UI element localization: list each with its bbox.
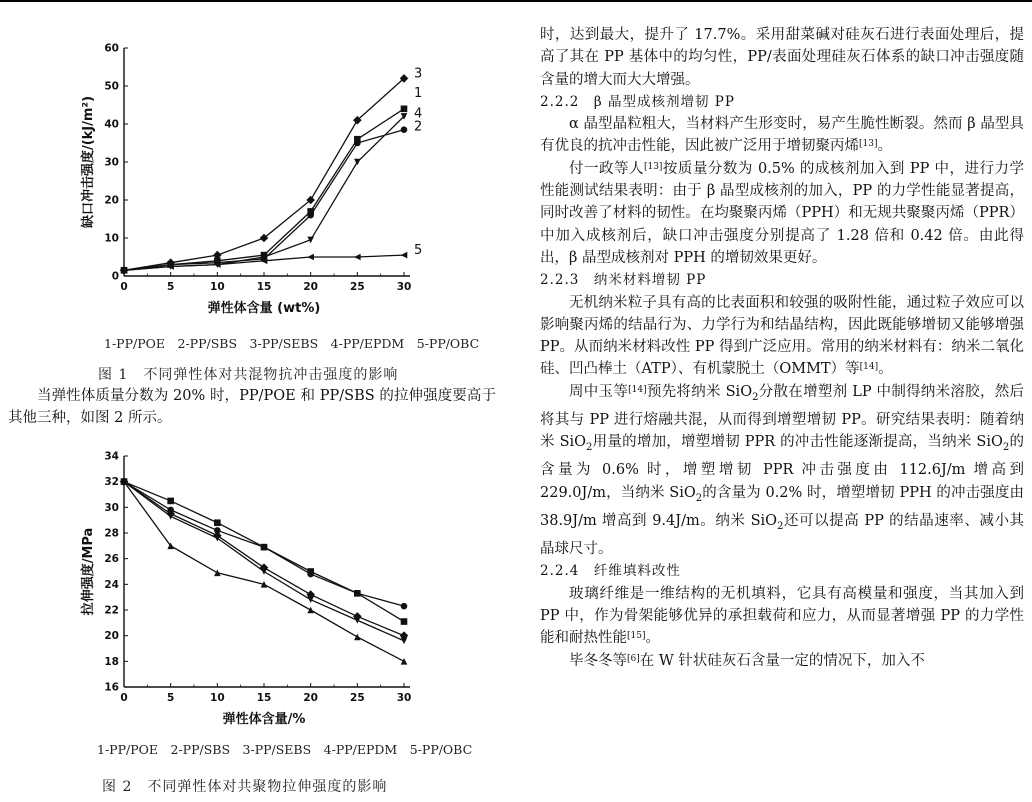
x-tick-label: 0: [120, 281, 128, 293]
y-tick-label: 34: [104, 450, 119, 463]
x-tick-label: 20: [303, 281, 318, 293]
x-tick-label: 10: [210, 281, 225, 293]
y-tick-label: 28: [104, 527, 119, 540]
y-tick-label: 16: [104, 681, 119, 694]
series-1: [121, 86, 423, 274]
section-2-2-2-heading: 2.2.2 β 晶型成核剂增韧 PP: [540, 93, 735, 110]
x-tick-label: 15: [256, 281, 272, 293]
y-axis-label: 拉伸强度/MPa: [81, 527, 96, 616]
series-line: [124, 482, 404, 641]
data-point: [401, 638, 408, 645]
figure-2: [80, 444, 480, 738]
y-tick-label: 20: [104, 630, 119, 643]
paragraph-continued: 时，达到最大，提升了 17.7%。采用甜菜碱对硅灰石进行表面处理后，提高了其在 PP 基体中的均匀性，PP/表面处理硅灰石体系的缺口冲击强度随含量的增大而大大增强。: [540, 27, 1024, 88]
data-point: [401, 252, 408, 259]
data-point: [167, 498, 174, 505]
series-label: 1: [414, 85, 423, 101]
x-axis-label: 弹性体含量 (wt%): [207, 301, 321, 316]
series-label: 5: [414, 243, 423, 259]
data-point: [401, 106, 408, 113]
paragraph-glass-fiber: 玻璃纤维是一维结构的无机填料，它具有高模量和强度，当其加入到 PP 中，作为骨架能够优异的承担载荷和应力，从而显著增强 PP 的力学性能和耐热性能[15]。: [540, 585, 1024, 647]
data-point: [261, 544, 268, 551]
data-point: [307, 254, 314, 261]
y-tick-label: 26: [104, 553, 119, 566]
y-tick-label: 18: [104, 655, 119, 668]
citation: [13]: [859, 139, 878, 150]
data-point: [354, 634, 361, 641]
data-point: [261, 568, 268, 575]
y-tick-label: 30: [104, 156, 119, 169]
data-point: [354, 159, 361, 166]
citation: [15]: [627, 631, 646, 642]
x-tick-label: 30: [396, 281, 412, 293]
x-tick-label: 25: [350, 281, 365, 293]
y-tick-label: 22: [104, 604, 119, 617]
data-point: [401, 603, 408, 610]
series-line: [124, 482, 404, 622]
figure-2-legend: 1-PP/POE 2-PP/SBS 3-PP/SEBS 4-PP/EPDM 5-PP/OBC: [97, 742, 473, 757]
data-point: [354, 590, 361, 597]
data-point: [354, 254, 361, 261]
citation: [14]: [628, 384, 647, 395]
x-tick-label: 30: [396, 692, 412, 704]
series-3: [120, 477, 409, 640]
x-tick-label: 0: [120, 692, 128, 704]
x-tick-label: 5: [167, 281, 175, 293]
citation: [13]: [643, 161, 663, 172]
paragraph-fu-yizheng: 付一政等人[13]按质量分数为 0.5% 的成核剂加入到 PP 中，进行力学性能测试结果表明：由于 β 晶型成核剂的加入，PP 的力学性能显著提高，同时改善了材料的韧性。在均聚聚丙烯（PPH）和无规共聚聚丙烯（PPR）中加入成核剂后，缺口冲击强度分别提高了 1.28 倍和 0.42 倍。由此得出，β 晶型成核剂对 PPH 的增韧效果更好。: [540, 160, 1024, 266]
tensile-strength-chart: [80, 444, 480, 734]
paragraph-nano-particles: 无机纳米粒子具有高的比表面积和较强的吸附性能，通过粒子效应可以影响聚丙烯的结晶行为、力学行为和结晶结构，因此既能够增韧又能够增强 PP。从而纳米材料改性 PP 得到广泛应用。常用的纳米材料有：纳米二氧化硅、凹凸棒土（ATP）、有机蒙脱土（OMMT）等[14]。: [540, 294, 1024, 378]
x-tick-label: 25: [350, 692, 365, 704]
data-point: [307, 212, 314, 219]
series-label: 2: [414, 119, 423, 135]
data-point: [401, 618, 408, 625]
data-point: [307, 607, 314, 614]
y-tick-label: 50: [104, 80, 119, 93]
series-line: [124, 109, 404, 270]
data-point: [307, 571, 314, 578]
figure-1: [80, 28, 480, 332]
series-label: 3: [414, 66, 423, 82]
y-tick-label: 0: [111, 270, 119, 283]
section-2-2-3-heading: 2.2.3 纳米材料增韧 PP: [540, 272, 707, 289]
series-1: [121, 478, 408, 624]
data-point: [307, 596, 314, 603]
data-point: [401, 126, 408, 133]
figure-2-caption: 图 2 不同弹性体对共聚物拉伸强度的影响: [102, 779, 388, 795]
figure-1-caption: 图 1 不同弹性体对共混物抗冲击强度的影响: [98, 367, 399, 383]
data-point: [307, 237, 314, 244]
citation: [14]: [859, 362, 879, 373]
y-tick-label: 20: [104, 194, 119, 207]
series-line: [124, 116, 404, 270]
section-2-2-4-heading: 2.2.4 纤维填料改性: [540, 563, 681, 580]
x-axis-label: 弹性体含量/%: [222, 712, 306, 727]
left-paragraph: [8, 385, 496, 429]
x-tick-label: 15: [256, 692, 272, 704]
y-tick-label: 40: [104, 118, 119, 131]
impact-strength-chart: [80, 28, 480, 328]
y-tick-label: 60: [104, 42, 119, 55]
x-tick-label: 20: [303, 692, 318, 704]
series-line: [124, 482, 404, 636]
paragraph-bi-dongdong: 毕冬冬等[6]在 W 针状硅灰石含量一定的情况下，加入不: [569, 652, 925, 669]
citation: [6]: [627, 653, 640, 664]
y-tick-label: 10: [104, 232, 119, 245]
y-tick-label: 32: [104, 476, 119, 489]
data-point: [167, 513, 174, 520]
left-paragraph-text: 当弹性体质量分数为 20% 时，PP/POE 和 PP/SBS 的拉伸强度要高于其他三种，如图 2 所示。: [8, 388, 496, 426]
data-point: [401, 658, 408, 665]
data-point: [354, 617, 361, 624]
series-3: [120, 66, 423, 274]
x-tick-label: 5: [167, 692, 175, 704]
paragraph-zhou-zhongyu: 周中玉等[14]预先将纳米 SiO$_2$分散在增塑剂 LP 中制得纳米溶胶，然后将其与 PP 进行熔融共混，从而得到增塑增韧 PP。研究结果表明：随着纳米 SiO$_2$用量的增加，增塑增韧 PPR 的冲击性能逐渐提高，当纳米 SiO$_2$的含量为 0.6% 时，增塑增韧 PPR 冲击强度由 112.6J/m 增高到 229.0J/m，当纳米 SiO$_2$的含量为 0.2% 时，增塑增韧 PPH 的冲击强度由 38.9J/m 增高到 9.4J/m。纳米 SiO$_2$还可以提高 PP 的结晶速率、减小其晶球尺寸。: [540, 383, 1025, 558]
paragraph-beta-crystal: α 晶型晶粒粗大，当材料产生形变时，易产生脆性断裂。然而 β 晶型具有优良的抗冲击性能，因此被广泛用于增韧聚丙烯[13]。: [540, 116, 1024, 155]
data-point: [214, 519, 221, 526]
y-tick-label: 30: [104, 501, 119, 514]
figure-1-legend: 1-PP/POE 2-PP/SBS 3-PP/SEBS 4-PP/EPDM 5-PP/OBC: [104, 336, 480, 351]
y-tick-label: 24: [104, 578, 119, 591]
series-label: 4: [414, 106, 423, 122]
x-tick-label: 10: [210, 692, 225, 704]
series-line: [124, 130, 404, 271]
y-axis-label: 缺口冲击强度/(kJ/m²): [81, 95, 96, 229]
data-point: [354, 140, 361, 147]
right-column: [540, 24, 1024, 672]
page-top-rule: [0, 0, 1032, 2]
